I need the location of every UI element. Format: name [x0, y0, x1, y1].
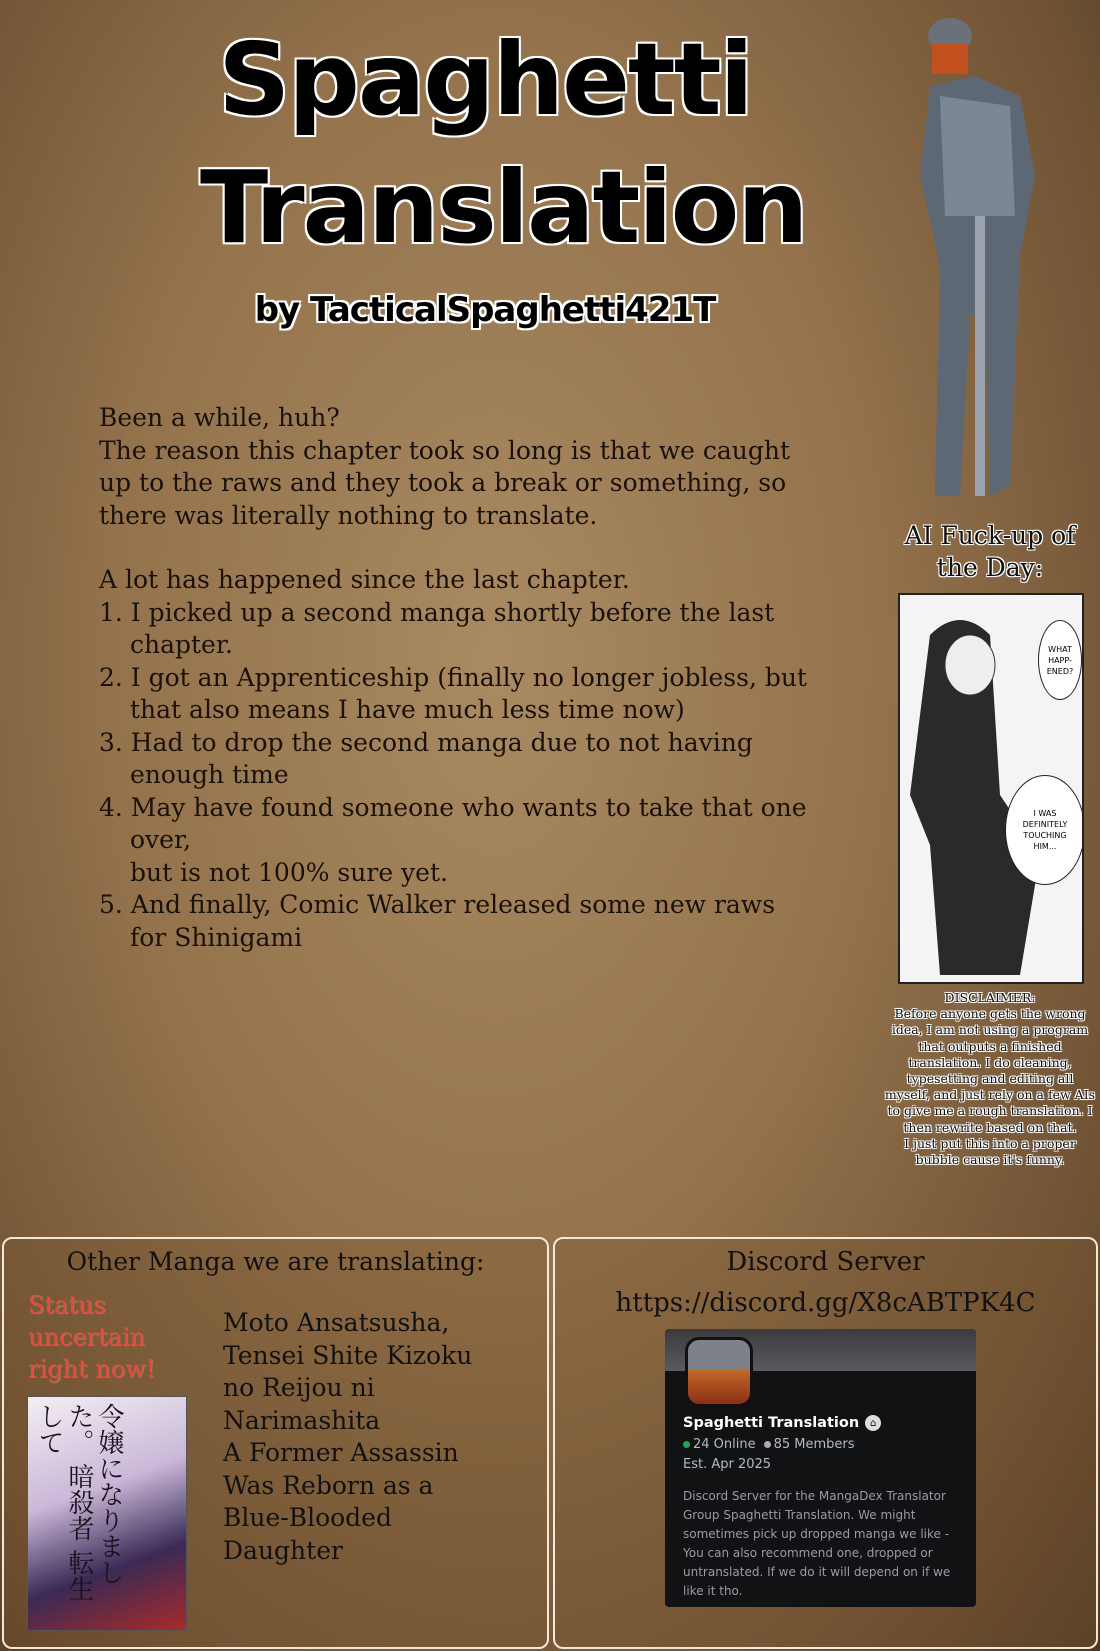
server-description: Discord Server for the MangaDex Translator Group Spaghetti Translation. We might sometimes pick up dropped manga we like - You can also recommend one, dropped or untranslated. If we do it will depend on if we like it tho.	[683, 1489, 951, 1598]
disclaimer	[884, 990, 1096, 1168]
disclaimer-end: I just put this into a proper bubble cause it's funny.	[904, 1135, 1076, 1168]
online-dot-icon	[683, 1441, 690, 1448]
member-count	[764, 1437, 855, 1452]
title-line-2: Translation	[200, 149, 807, 266]
announcement-text	[99, 402, 819, 954]
ai-fuckup-title: AI Fuck-up of the Day:	[904, 521, 1076, 582]
intro-line: The reason this chapter took so long is that we caught up to the raws and they took a break or something, so there was literally nothing to translate.	[99, 435, 791, 530]
manga-panel-image	[898, 593, 1084, 984]
disclaimer-text: Before anyone gets the wrong idea, I am not using a program that outputs a finished translation. I do cleaning, typesetting and editing all myself, and just rely on a few AIs to give me a rough translation. I then rewrite based on that.	[884, 1006, 1096, 1135]
list-item: 1. I picked up a second manga shortly before the last chapter.	[99, 597, 775, 659]
cover-title: 令嬢になりました。 暗殺者 転生して	[34, 1403, 124, 1602]
lead-line: A lot has happened since the last chapter.	[99, 565, 630, 594]
community-badge-icon: ⌂	[865, 1415, 881, 1431]
server-avatar	[685, 1337, 753, 1407]
list-item: 5. And finally, Comic Walker released some new raws for Shinigami	[99, 890, 776, 952]
manga-title-romaji[interactable]: Moto Ansatsusha, Tensei Shite Kizoku no Reijou ni Narimashita	[223, 1308, 473, 1435]
list-item: 2. I got an Apprenticeship (finally no longer jobless, but that also means I have much less time now)	[99, 662, 807, 724]
online-count	[683, 1437, 756, 1452]
speech-bubble: WHAT HAPP-ENED?	[1038, 620, 1082, 700]
status-note: Status uncertain right now!	[28, 1291, 156, 1383]
server-name: Spaghetti Translation	[683, 1415, 860, 1431]
other-manga-panel	[2, 1237, 549, 1649]
discord-heading: Discord Server	[726, 1247, 925, 1277]
member-dot-icon	[764, 1441, 771, 1448]
manga-title-english[interactable]: A Former Assassin Was Reborn as a Blue-Blooded Daughter	[223, 1438, 459, 1565]
byline: by TacticalSpaghetti421T	[254, 290, 716, 330]
intro-line: Been a while, huh?	[99, 403, 340, 432]
list-item: 4. May have found someone who wants to take that one over,	[99, 792, 807, 854]
list-item-continued: but is not 100% sure yet.	[130, 857, 448, 887]
discord-invite-link[interactable]: https://discord.gg/X8cABTPK4C	[615, 1288, 1036, 1318]
speech-bubble: I WAS DEFINITELY TOUCHING HIM...	[1005, 775, 1084, 885]
manga-cover-image[interactable]	[27, 1396, 187, 1631]
disclaimer-title: DISCLAIMER:	[944, 990, 1036, 1005]
list-item: 3. Had to drop the second manga due to not having enough time	[99, 727, 753, 789]
other-manga-heading: Other Manga we are translating:	[66, 1247, 485, 1276]
online-label: 24 Online	[693, 1437, 756, 1452]
knight-mascot-image	[900, 16, 1090, 510]
members-label: 85 Members	[773, 1437, 855, 1452]
discord-server-card[interactable]	[665, 1329, 976, 1607]
title-line-1: Spaghetti	[218, 21, 752, 138]
established-date: Est. Apr 2025	[683, 1457, 772, 1472]
